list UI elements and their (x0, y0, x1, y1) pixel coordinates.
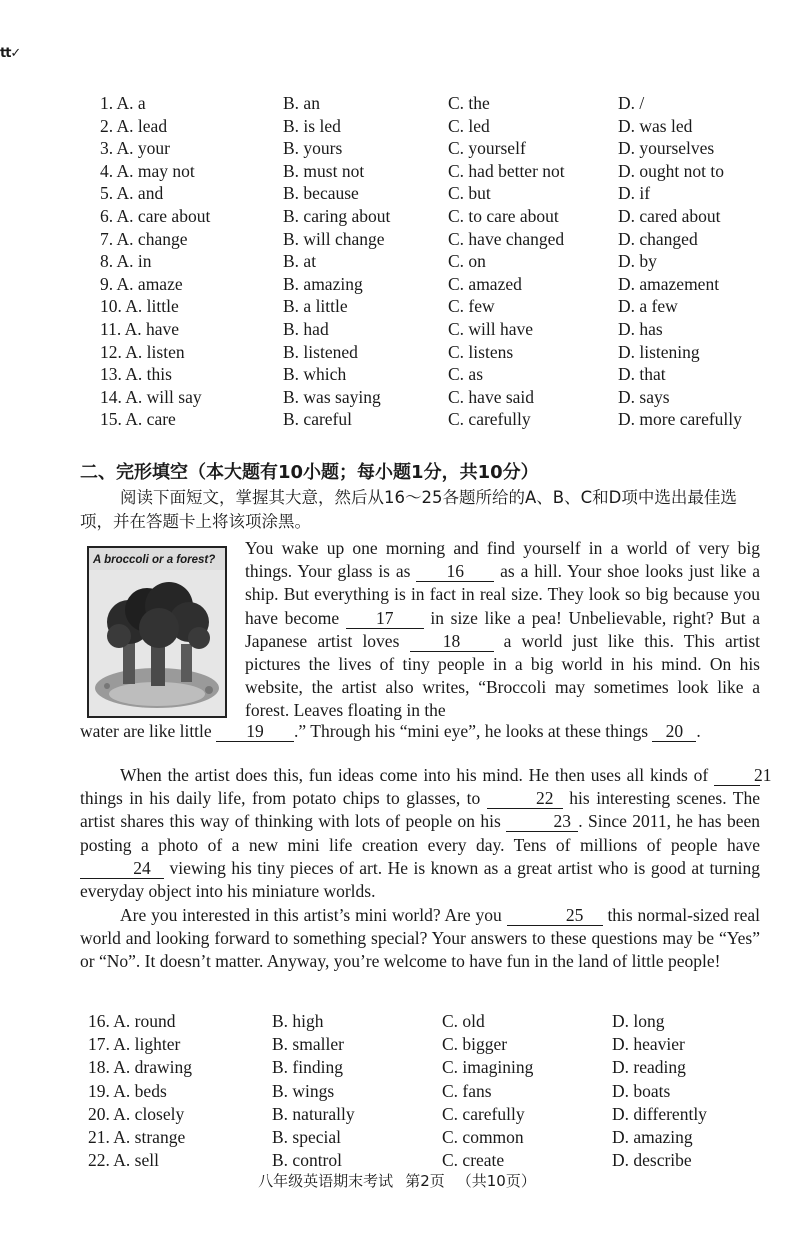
option-b: B. careful (283, 409, 352, 430)
option-a: 1. A. a (100, 93, 146, 113)
option-d: D. listening (618, 341, 700, 362)
option-a: 4. A. may not (100, 160, 195, 181)
option-b: B. smaller (272, 1034, 344, 1055)
option-a: 21. A. strange (88, 1126, 186, 1147)
option-d: D. that (618, 364, 666, 385)
option-row (100, 205, 790, 228)
option-c: C. create (442, 1150, 505, 1171)
options-16-22 (88, 1010, 778, 1172)
option-a: 22. A. sell (88, 1150, 159, 1171)
text: . (696, 721, 701, 741)
option-a: 18. A. drawing (88, 1057, 193, 1078)
option-d: D. if (618, 183, 651, 204)
option-row (100, 318, 790, 341)
option-b: B. was saying (283, 386, 381, 407)
option-c: C. to care about (448, 205, 559, 226)
passage-para-1-cont (80, 720, 760, 743)
option-d: D. says (618, 386, 670, 407)
option-b: B. caring about (283, 205, 391, 226)
option-a: 8. A. in (100, 251, 152, 272)
option-d: D. changed (618, 228, 698, 249)
text: viewing his tiny pieces of art. He is known as a great artist who is good at turning everyday object into his miniature worlds. (80, 857, 760, 902)
option-a: 11. A. have (100, 318, 180, 339)
option-row (100, 273, 790, 296)
option-d: D. has (618, 318, 663, 339)
option-row (100, 408, 790, 431)
option-d: D. yourselves (618, 138, 715, 159)
option-c: C. old (442, 1011, 485, 1031)
option-b: B. will change (283, 228, 385, 249)
option-b: B. finding (272, 1057, 343, 1078)
blank-16: 16 (416, 561, 494, 582)
option-d: D. a few (618, 296, 678, 317)
option-d: D. heavier (612, 1034, 685, 1055)
broccoli-figure (87, 546, 227, 718)
page-footer (0, 1170, 794, 1191)
broccoli-forest-image (89, 570, 225, 716)
options-1-15 (100, 92, 790, 431)
option-b: B. special (272, 1126, 342, 1147)
section-instruction: 阅读下面短文，掌握其大意，然后从16～25各题所给的A、B、C和D项中选出最佳选项，并在答题卡上将该项涂黑。 (80, 488, 737, 531)
option-c: C. imagining (442, 1057, 534, 1078)
option-c: C. fans (442, 1080, 492, 1101)
text: in size like a pea! Unbelievable, right? But a Japanese artist loves (245, 607, 760, 651)
option-c: C. common (442, 1126, 524, 1147)
option-row (100, 115, 790, 138)
option-c: C. amazed (448, 273, 522, 294)
option-d: D. ought not to (618, 160, 724, 181)
text: a world just like this. This artist pictures the lives of tiny people in a big world in his mind. On his website, the artist also writes, “Broccoli may sometimes look like a forest. Leaves floating in the (245, 630, 760, 721)
option-a: 7. A. change (100, 228, 188, 249)
section-title: 二、完形填空（本大题有10小题；每小题1分，共10分） (80, 462, 539, 483)
option-row (88, 1149, 778, 1172)
option-row (100, 295, 790, 318)
option-a: 13. A. this (100, 364, 172, 385)
option-c: C. carefully (448, 409, 531, 430)
blank-25: 25 (507, 905, 603, 926)
option-d: D. cared about (618, 205, 721, 226)
option-c: C. but (448, 183, 491, 204)
option-row (100, 341, 790, 364)
corner-mark: tt✓ (0, 46, 21, 61)
option-c: C. had better not (448, 160, 565, 181)
option-b: B. listened (283, 341, 358, 362)
blank-24: 24 (80, 858, 164, 879)
option-b: B. high (272, 1011, 324, 1031)
option-d: D. reading (612, 1057, 686, 1078)
exam-name: 八年级英语期末考试 (258, 1172, 394, 1190)
option-a: 15. A. care (100, 409, 176, 430)
text: as a hill. Your shoe looks just like a ship. But everything is in fact in real size. They look so big because you have become (245, 561, 760, 628)
option-b: B. yours (283, 138, 343, 159)
option-b: B. had (283, 318, 329, 339)
option-c: C. on (448, 251, 486, 272)
option-row (100, 137, 790, 160)
option-c: C. carefully (442, 1103, 525, 1124)
option-d: D. by (618, 251, 657, 272)
option-a: 12. A. listen (100, 341, 185, 362)
option-a: 5. A. and (100, 183, 164, 204)
option-a: 9. A. amaze (100, 273, 183, 294)
passage-para-2 (80, 764, 772, 903)
option-row (88, 1010, 778, 1033)
option-b: B. at (283, 251, 317, 272)
option-row (100, 386, 790, 409)
option-b: B. which (283, 364, 347, 385)
blank-23: 23 (506, 811, 578, 832)
text: When the artist does this, fun ideas come into his mind. He then uses all kinds of (120, 765, 714, 785)
text: You wake up one morning and find yourself in a world of very big things. Your glass is as (245, 538, 760, 582)
option-a: 17. A. lighter (88, 1034, 181, 1055)
option-d: D. long (612, 1011, 665, 1031)
text: this normal-sized real world and looking forward to something special? Your answers to these questions may be “Yes” or “No”. It doesn’t matter. Anyway, you’re welcome to have fun in the land of little people! (80, 905, 760, 972)
option-d: D. boats (612, 1080, 671, 1101)
option-row (88, 1056, 778, 1079)
blank-19: 19 (216, 721, 294, 742)
option-d: D. amazement (618, 273, 720, 294)
option-d: D. was led (618, 115, 693, 136)
option-row (88, 1033, 778, 1056)
option-a: 10. A. little (100, 296, 179, 317)
text: water are like little (80, 721, 217, 741)
option-c: C. few (448, 296, 495, 317)
option-row (100, 182, 790, 205)
page-total: （共10页） (456, 1172, 536, 1190)
text: .” Through his “mini eye”, he looks at these things (294, 721, 653, 741)
option-c: C. listens (448, 341, 514, 362)
option-c: C. yourself (448, 138, 526, 159)
option-c: C. will have (448, 318, 534, 339)
option-b: B. control (272, 1150, 342, 1171)
option-a: 14. A. will say (100, 386, 202, 407)
option-d: D. amazing (612, 1126, 693, 1147)
blank-18: 18 (410, 631, 494, 652)
option-row (100, 92, 790, 115)
option-c: C. as (448, 364, 483, 385)
option-c: C. bigger (442, 1034, 508, 1055)
option-d: D. / (618, 93, 645, 113)
option-row (88, 1080, 778, 1103)
option-d: D. differently (612, 1103, 707, 1124)
option-b: B. must not (283, 160, 365, 181)
option-d: D. more carefully (618, 409, 742, 430)
option-c: C. have said (448, 386, 535, 407)
blank-22: 22 (487, 788, 563, 809)
option-row (100, 228, 790, 251)
option-a: 20. A. closely (88, 1103, 185, 1124)
blank-21: 21 (714, 765, 760, 786)
option-a: 3. A. your (100, 138, 170, 159)
figure-caption: A broccoli or a forest? (93, 554, 216, 566)
passage-para-1 (245, 537, 760, 723)
option-c: C. led (448, 115, 490, 136)
option-b: B. wings (272, 1080, 335, 1101)
text: Are you interested in this artist’s mini world? Are you (120, 905, 507, 925)
option-row (100, 363, 790, 386)
option-row (88, 1103, 778, 1126)
blank-17: 17 (346, 608, 424, 629)
option-b: B. an (283, 93, 320, 113)
option-row (100, 250, 790, 273)
option-a: 6. A. care about (100, 205, 211, 226)
option-a: 19. A. beds (88, 1080, 167, 1101)
option-row (88, 1126, 778, 1149)
option-b: B. naturally (272, 1103, 355, 1124)
option-a: 2. A. lead (100, 115, 168, 136)
text: . Since 2011, he has been posting a photo of a new mini life creation every day. Tens of millions of people have (80, 811, 760, 855)
option-b: B. amazing (283, 273, 363, 294)
text: his interesting scenes. The artist shares this way of thinking with lots of people on his (80, 788, 760, 832)
option-c: C. the (448, 93, 490, 113)
option-b: B. a little (283, 296, 348, 317)
blank-20: 20 (652, 721, 696, 742)
passage-para-3 (80, 904, 760, 974)
option-d: D. describe (612, 1150, 692, 1171)
page-number: 第2页 (405, 1172, 445, 1190)
option-c: C. have changed (448, 228, 565, 249)
text: things in his daily life, from potato chips to glasses, to (80, 788, 487, 809)
option-b: B. is led (283, 115, 341, 136)
option-row (100, 160, 790, 183)
option-a: 16. A. round (88, 1011, 176, 1031)
option-b: B. because (283, 183, 359, 204)
